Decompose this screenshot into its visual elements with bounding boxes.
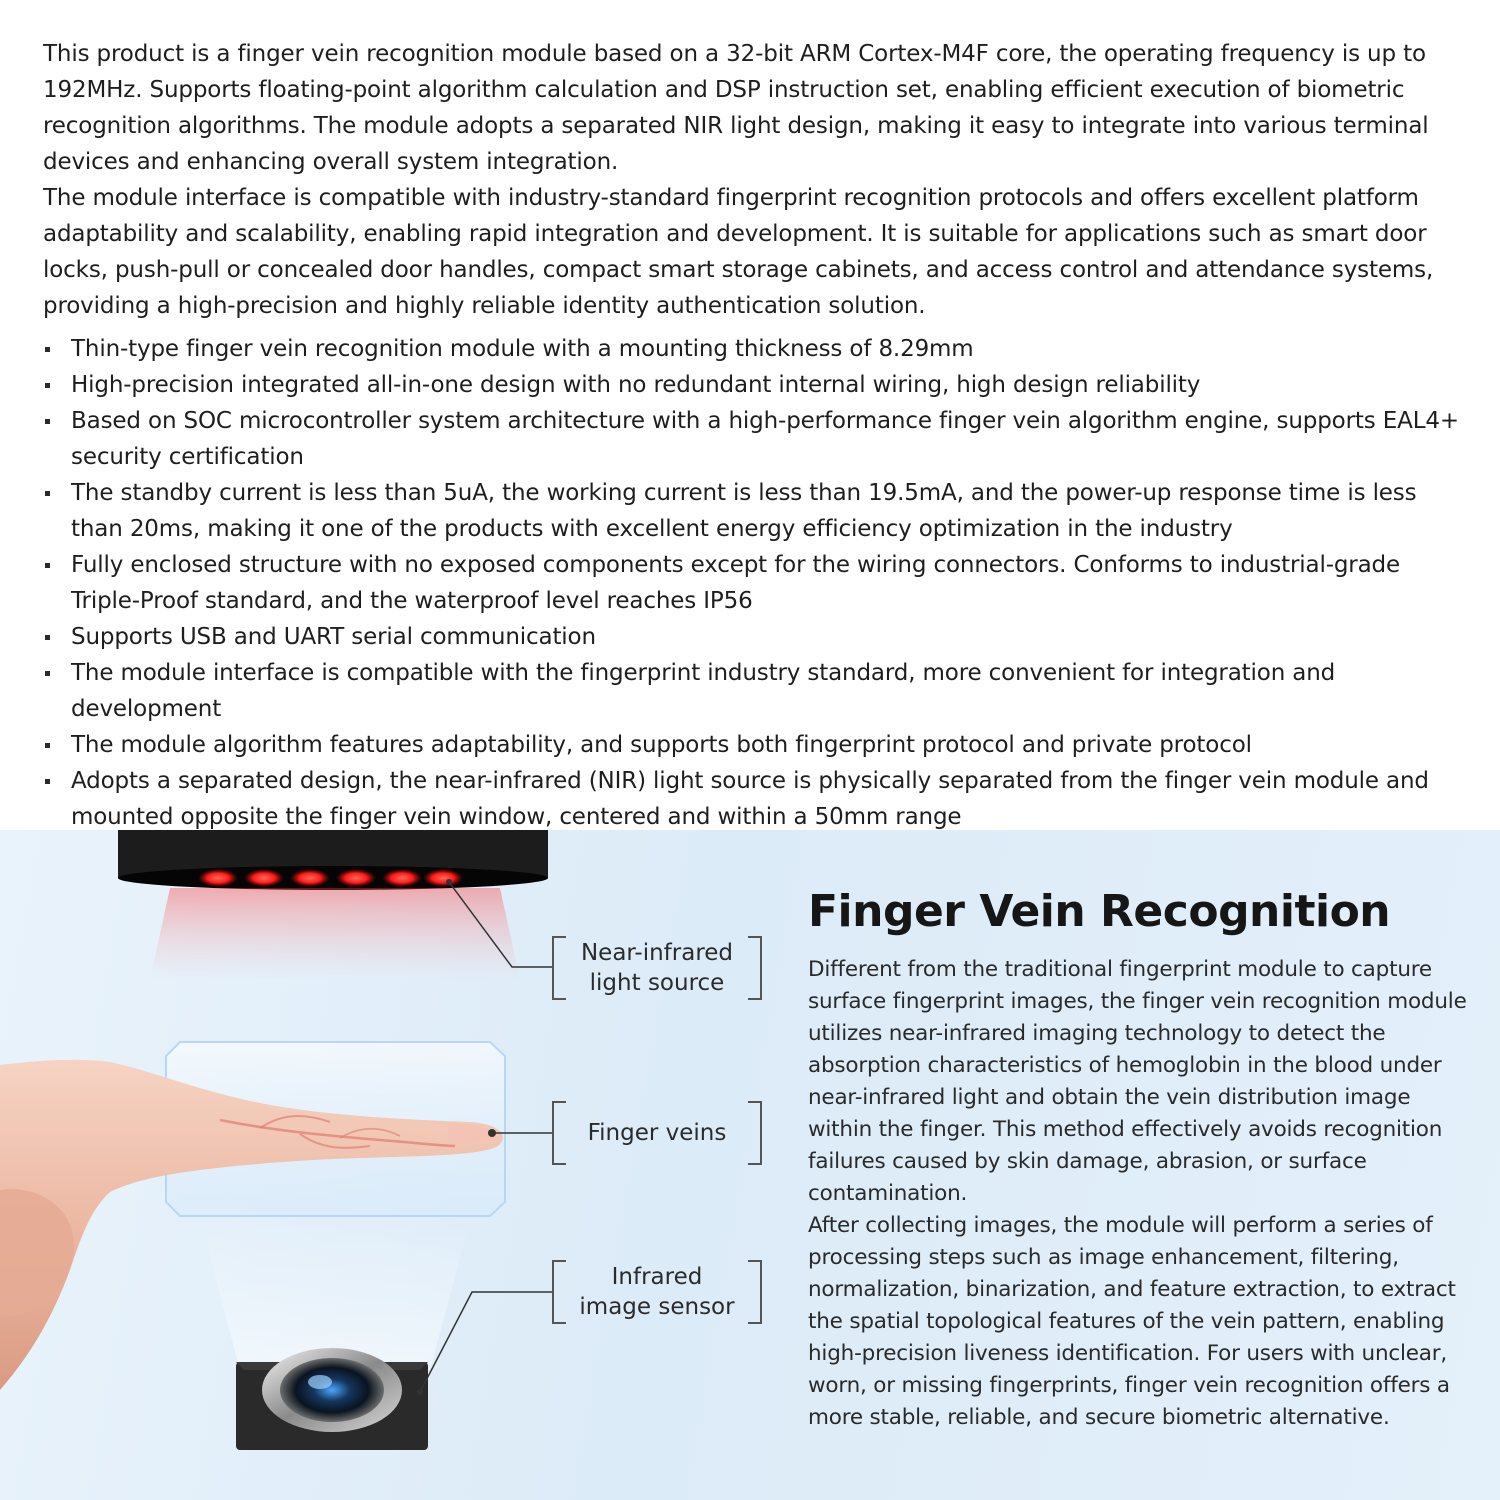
callout-light-source-label: Near-infrared light source [580, 940, 734, 996]
callout-image-sensor-label: Infrared image sensor [579, 1264, 735, 1320]
feature-item: Adopts a separated design, the near-infrared (NIR) light source is physically separated from the finger vein module and mounted opposite the finger vein window, centered and within a 50mm range [43, 763, 1473, 835]
nir-light-device [118, 830, 548, 980]
intro-paragraph-1: This product is a finger vein recognition module based on a 32-bit ARM Cortex-M4F core, the operating frequency is up to 192MHz. Supports floating-point algorithm calculation and DSP instruction set, enabling efficient execution of biometric recognition algorithms. The module adopts a separated NIR light design, making it easy to integrate into various terminal devices and enhancing overall system integration. [43, 41, 1429, 175]
callout-finger-veins [552, 1101, 762, 1165]
infrared-sensor-device [236, 1348, 428, 1450]
feature-item: Supports USB and UART serial communication [43, 619, 1473, 655]
feature-item: Based on SOC microcontroller system architecture with a high-performance finger vein algorithm engine, supports EAL4+ security certification [43, 403, 1473, 475]
callout-finger-veins-label: Finger veins [587, 1120, 727, 1146]
product-description [43, 36, 1473, 835]
callout-light-source [552, 936, 762, 1000]
section-title: Finger Vein Recognition [808, 886, 1391, 937]
feature-item: Fully enclosed structure with no exposed components except for the wiring connectors. Conforms to industrial-grade Triple-Proof standard, and the waterproof level reaches IP56 [43, 547, 1473, 619]
intro-paragraph-2: The module interface is compatible with industry-standard fingerprint recognition protocols and offers excellent platform adaptability and scalability, enabling rapid integration and development. It is suitable for applications such as smart door locks, push-pull or concealed door handles, compact smart storage cabinets, and access control and attendance systems, providing a high-precision and highly reliable identity authentication solution. [43, 185, 1434, 319]
section-paragraph-2: After collecting images, the module will perform a series of processing steps such as image enhancement, filtering, normalization, binarization, and feature extraction, to extract the spatial topological features of the vein pattern, enabling high-precision liveness identification. For users with unclear, worn, or missing fingerprints, finger vein recognition offers a more stable, reliable, and secure biometric alternative. [808, 1213, 1456, 1430]
finger-vein-illustration [0, 830, 800, 1500]
feature-item: The standby current is less than 5uA, the working current is less than 19.5mA, and the power-up response time is less than 20ms, making it one of the products with excellent energy efficiency optimization in the industry [43, 475, 1473, 547]
feature-item: The module algorithm features adaptability, and supports both fingerprint protocol and private protocol [43, 727, 1473, 763]
feature-item: High-precision integrated all-in-one design with no redundant internal wiring, high design reliability [43, 367, 1473, 403]
callout-image-sensor [552, 1260, 762, 1324]
feature-list [43, 331, 1473, 835]
feature-item: Thin-type finger vein recognition module with a mounting thickness of 8.29mm [43, 331, 1473, 367]
feature-item: The module interface is compatible with the fingerprint industry standard, more convenient for integration and development [43, 655, 1473, 727]
section-paragraph-1: Different from the traditional fingerprint module to capture surface fingerprint images, the finger vein recognition module utilizes near-infrared imaging technology to detect the absorption characteristics of hemoglobin in the blood under near-infrared light and obtain the vein distribution image within the finger. This method effectively avoids recognition failures caused by skin damage, abrasion, or surface contamination. [808, 957, 1467, 1206]
finger-vein-panel [0, 830, 1500, 1500]
